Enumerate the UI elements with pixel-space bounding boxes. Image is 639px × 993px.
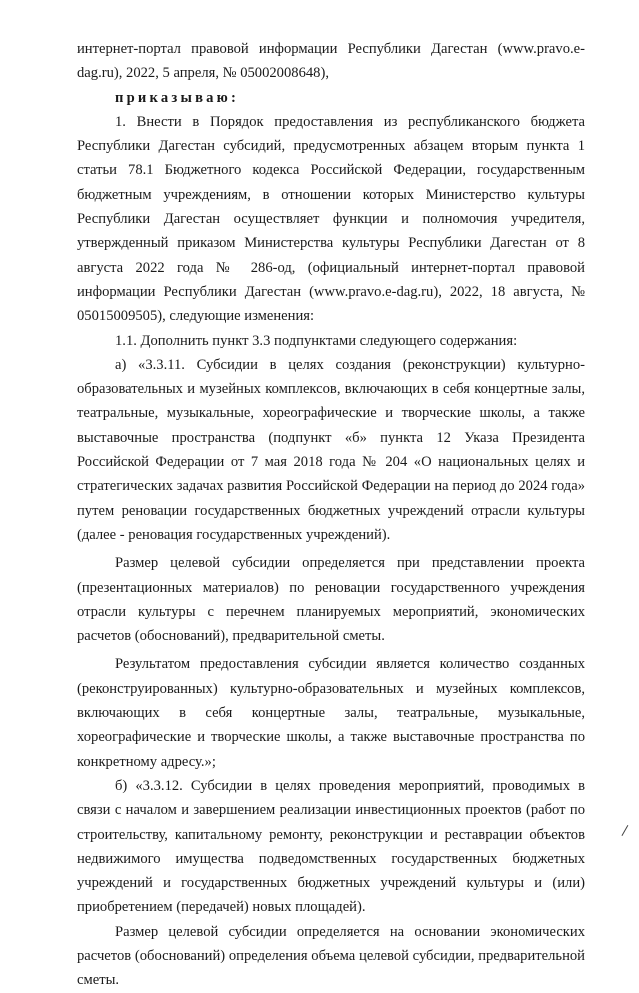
document-body: [77, 37, 585, 993]
paragraph-subsidy-result: Результатом предоставления субсидии является количество созданных (реконструированных) культурно-образовательных и музейных комплексов, включающих в себя концертные залы, театральные, музыкальные, хореографические и творческие школы, а также выставочные пространства по конкретному адресу.»;: [77, 656, 585, 770]
paragraph-3-3-11: а) «3.3.11. Субсидии в целях создания (реконструкции) культурно-образовательных и музейных комплексов, включающих в себя концертные залы, театральные, музыкальные, хореографические и творческие школы, а также выставочные пространства (подпункт «б» пункта 12 Указа Президента Российской Федерации от 7 мая 2018 года № 204 «О национальных целях и стратегических задачах развития Российской Федерации на период до 2024 года» путем реновации государственных бюджетных учреждений отрасли культуры (далее - реновация государственных учреждений).: [77, 356, 585, 543]
intro-fragment: интернет-портал правовой информации Республики Дагестан (www.pravo.e-dag.ru), 2022, 5 апреля, № 05002008648),: [77, 41, 585, 82]
paragraph-subsidy-size: Размер целевой субсидии определяется при представлении проекта (презентационных материалов) по реновации государственного учреждения отрасли культуры с перечнем планируемых мероприятий, экономических расчетов (обоснований), предварительной сметы.: [77, 555, 585, 645]
paragraph-1-1: 1.1. Дополнить пункт 3.3 подпунктами следующего содержания:: [115, 332, 518, 349]
paragraph-subsidy-size-2: Размер целевой субсидии определяется на основании экономических расчетов (обоснований) определения объема целевой субсидии, предварительной сметы.: [77, 923, 585, 989]
pen-mark: [621, 825, 633, 839]
paragraph-3-3-12: б) «3.3.12. Субсидии в целях проведения мероприятий, проводимых в связи с началом и завершением реализации инвестиционных проектов (работ по строительству, капитальному ремонту, реконструкции и реставрации объектов недвижимого имущества подведомственных государственных бюджетных учреждений и государственных бюджетных учреждений культуры и (или) приобретением (передачей) новых площадей).: [77, 777, 585, 916]
paragraph-amendment: 1. Внести в Порядок предоставления из республиканского бюджета Республики Дагестан субсидий, предусмотренных абзацем вторым пункта 1 статьи 78.1 Бюджетного кодекса Российской Федерации, государственным бюджетным учреждениям, в отношении которых Министерство культуры Республики Дагестан осуществляет функции и полномочия учредителя, утвержденный приказом Министерства культуры Республики Дагестан от 8 августа 2022 года № 286-од, (официальный интернет-портал правовой информации Республики Дагестан (www.pravo.e-dag.ru), 2022, 18 августа, № 05015009505), следующие изменения:: [77, 113, 585, 325]
order-word: приказываю:: [115, 89, 240, 106]
